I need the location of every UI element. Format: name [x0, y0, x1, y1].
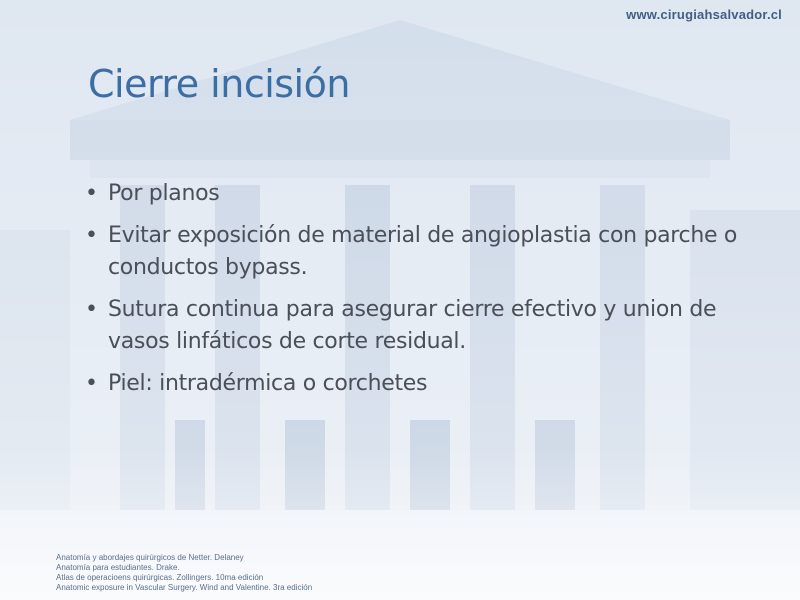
- bullet-item: • Por planos: [85, 178, 745, 210]
- bullet-item: • Piel: intradérmica o corchetes: [85, 368, 745, 400]
- bullet-item: • Sutura continua para asegurar cierre efectivo y union de vasos linfáticos de corte residual.: [85, 294, 745, 358]
- bullet-list: [85, 178, 745, 410]
- reference-line: Anatomía y abordajes quirúrgicos de Netter. Delaney: [56, 553, 244, 562]
- reference-line: Atlas de operacioens quirúrgicas. Zollingers. 10ma edición: [56, 573, 264, 582]
- references: [56, 553, 312, 593]
- bullet-item: • Evitar exposición de material de angioplastia con parche o conductos bypass.: [85, 220, 745, 284]
- website-url: www.cirugiahsalvador.cl: [626, 7, 782, 22]
- slide-title: Cierre incisión: [88, 62, 350, 106]
- reference-line: Anatomía para estudiantes. Drake.: [56, 563, 180, 572]
- reference-line: Anatomic exposure in Vascular Surgery. Wind and Valentine. 3ra edición: [56, 583, 313, 592]
